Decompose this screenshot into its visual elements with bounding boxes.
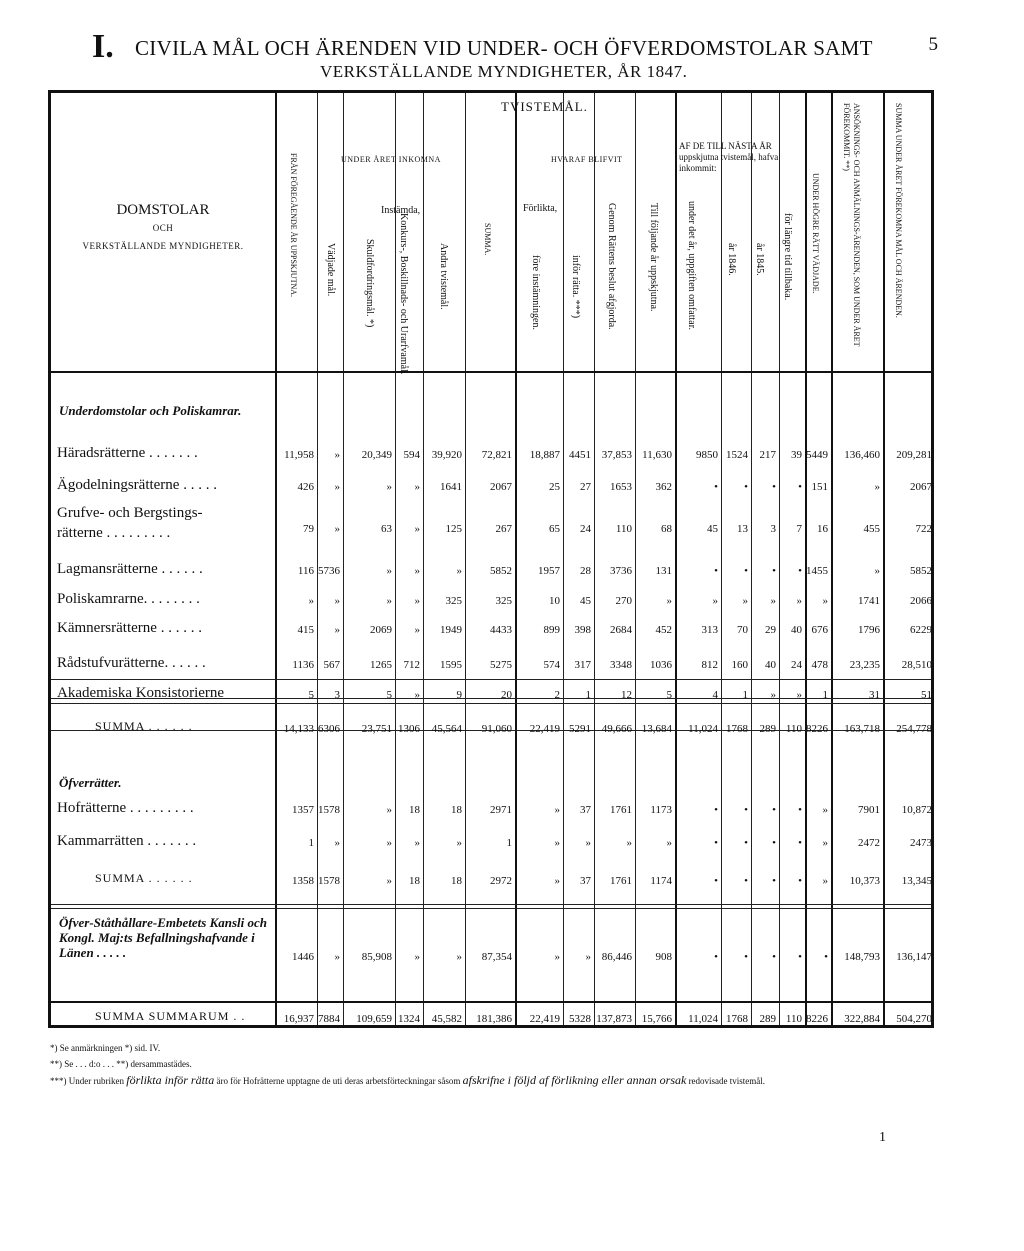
- page-subtitle: VERKSTÄLLANDE MYNDIGHETER, ÅR 1847.: [320, 62, 688, 81]
- row-label: SUMMA SUMMARUM . .: [95, 1009, 246, 1023]
- table-cell: 45,564: [431, 723, 462, 735]
- table-cell: 2066: [910, 595, 932, 607]
- table-cell: 5449: [806, 449, 828, 461]
- table-cell: •: [744, 837, 748, 849]
- table-cell: 1524: [726, 449, 748, 461]
- table-cell: 289: [759, 723, 776, 735]
- row-label: SUMMA . . . . . .: [95, 719, 193, 733]
- table-cell: 13,684: [641, 723, 672, 735]
- table-cell: 87,354: [481, 951, 512, 963]
- table-cell: 1949: [440, 624, 462, 636]
- table-cell: 11,024: [688, 723, 718, 735]
- table-cell: 1578: [318, 875, 340, 887]
- header-ansokning: ANSÖKNINGS- OCH ANMÄLNINGS-ÄRENDEN, SOM UNDER ÅRET FÖREKOMMIT. **): [842, 103, 861, 347]
- table-cell: »: [334, 449, 340, 461]
- table-cell: »: [585, 837, 591, 849]
- table-cell: 1595: [440, 659, 462, 671]
- table-cell: 8226: [806, 723, 828, 735]
- table-cell: »: [822, 595, 828, 607]
- table-cell: 23,751: [361, 723, 392, 735]
- table-cell: 1641: [440, 481, 462, 493]
- table-cell: 1446: [292, 951, 314, 963]
- table-cell: 68: [661, 523, 672, 535]
- table-cell: 6229: [910, 624, 932, 636]
- table-cell: 1: [308, 837, 314, 849]
- table-cell: 567: [323, 659, 340, 671]
- footnote-1: *) Se anmärkningen *) sid. IV.: [50, 1043, 161, 1053]
- table-cell: 136,147: [896, 951, 932, 963]
- header-tvistemal: TVISTEMÅL.: [501, 99, 588, 114]
- table-cell: •: [798, 875, 802, 887]
- page-number: 5: [928, 34, 938, 55]
- table-cell: 812: [701, 659, 718, 671]
- header-domstolar: DOMSTOLAR OCH VERKSTÄLLANDE MYNDIGHETER.: [82, 202, 244, 251]
- row-label: Kammarrätten . . . . . . .: [57, 833, 197, 849]
- table-cell: 45: [580, 595, 591, 607]
- table-cell: 8226: [806, 1013, 828, 1025]
- table-cell: 2473: [910, 837, 932, 849]
- table-cell: 45,582: [431, 1013, 462, 1025]
- row-label: Lagmansrätterne . . . . . .: [57, 561, 203, 577]
- table-cell: »: [874, 565, 880, 577]
- table-cell: 1136: [292, 659, 314, 671]
- table-cell: 2472: [858, 837, 880, 849]
- table-cell: »: [456, 837, 462, 849]
- table-cell: »: [666, 837, 672, 849]
- table-cell: 7901: [858, 804, 880, 816]
- table-cell: 1: [585, 689, 591, 701]
- table-cell: 455: [863, 523, 880, 535]
- table-cell: 151: [811, 481, 828, 493]
- table-cell: 45: [707, 523, 718, 535]
- header-summa: SUMMA.: [483, 223, 492, 256]
- table-cell: 5: [386, 689, 392, 701]
- table-cell: »: [456, 951, 462, 963]
- table-cell: 2971: [490, 804, 512, 816]
- table-cell: 14,133: [283, 723, 314, 735]
- table-cell: •: [744, 951, 748, 963]
- table-cell: 478: [811, 659, 828, 671]
- table-cell: 1: [506, 837, 512, 849]
- header-langre: för längre tid tillbaka.: [782, 213, 793, 301]
- table-cell: »: [585, 951, 591, 963]
- table-cell: »: [308, 595, 314, 607]
- table-cell: 31: [869, 689, 880, 701]
- table-cell: »: [414, 951, 420, 963]
- table-cell: 18: [409, 875, 420, 887]
- header-andra: Andra tvistemål.: [438, 243, 449, 310]
- table-cell: 39: [791, 449, 802, 461]
- table-cell: 181,386: [476, 1013, 512, 1025]
- table-cell: 160: [731, 659, 748, 671]
- row-label: Akademiska Konsistorierne: [57, 685, 225, 701]
- table-cell: »: [334, 523, 340, 535]
- table-cell: 1761: [610, 804, 632, 816]
- table-cell: »: [666, 595, 672, 607]
- row-label-continued: rätterne . . . . . . . . .: [57, 525, 171, 541]
- table-cell: 136,460: [844, 449, 880, 461]
- table-cell: •: [798, 951, 802, 963]
- table-cell: 28: [580, 565, 591, 577]
- table-cell: 899: [543, 624, 560, 636]
- statistics-table: [48, 90, 934, 1028]
- header-instamda: Instämda,: [381, 205, 421, 216]
- header-under-aret: UNDER ÅRET INKOMNA: [341, 155, 441, 164]
- table-cell: »: [712, 595, 718, 607]
- table-cell: 4433: [490, 624, 512, 636]
- header-ar1846: år 1846.: [726, 243, 737, 276]
- table-cell: 20,349: [361, 449, 392, 461]
- table-cell: •: [772, 481, 776, 493]
- table-cell: •: [772, 837, 776, 849]
- table-cell: 110: [615, 523, 632, 535]
- table-cell: 116: [297, 565, 314, 577]
- header-konkurs: Konkurs-, Boskillnads- och Urarfvamål.: [398, 213, 409, 375]
- table-cell: 22,419: [529, 723, 560, 735]
- table-cell: 1324: [398, 1013, 420, 1025]
- header-skuld: Skuldfordringsmål. *): [364, 239, 375, 328]
- table-cell: 16,937: [283, 1013, 314, 1025]
- table-cell: 209,281: [896, 449, 932, 461]
- header-af-de: AF DE TILL NÄSTA ÅR uppskjutna tvistemål, hafva inkommit:: [679, 141, 779, 173]
- header-hvaraf: HVARAF BLIFVIT: [551, 155, 623, 164]
- table-cell: 5852: [910, 565, 932, 577]
- table-cell: 63: [381, 523, 392, 535]
- table-cell: 322,884: [844, 1013, 880, 1025]
- table-cell: 18: [451, 804, 462, 816]
- table-cell: 37: [580, 875, 591, 887]
- table-cell: 5: [666, 689, 672, 701]
- table-cell: 109,659: [356, 1013, 392, 1025]
- table-cell: 317: [574, 659, 591, 671]
- table-cell: »: [414, 565, 420, 577]
- table-cell: »: [796, 595, 802, 607]
- table-cell: 325: [445, 595, 462, 607]
- table-cell: •: [714, 804, 718, 816]
- table-cell: 2972: [490, 875, 512, 887]
- table-cell: 23,235: [849, 659, 880, 671]
- table-cell: »: [554, 804, 560, 816]
- table-cell: 1174: [650, 875, 672, 887]
- header-genom: Genom Rättens beslut afgjorda.: [606, 203, 617, 330]
- table-cell: »: [414, 595, 420, 607]
- table-cell: 217: [759, 449, 776, 461]
- table-cell: 270: [615, 595, 632, 607]
- table-cell: •: [798, 481, 802, 493]
- table-cell: 86,446: [601, 951, 632, 963]
- table-cell: •: [824, 951, 828, 963]
- table-cell: »: [554, 951, 560, 963]
- table-cell: 39,920: [431, 449, 462, 461]
- table-cell: 18: [451, 875, 462, 887]
- table-cell: »: [414, 689, 420, 701]
- table-cell: 10: [549, 595, 560, 607]
- part-number: I.: [92, 28, 114, 65]
- table-cell: 2: [554, 689, 560, 701]
- row-label: Ägodelningsrätterne . . . . .: [57, 477, 217, 493]
- table-cell: 1768: [726, 1013, 748, 1025]
- footer-page-number: 1: [879, 1130, 886, 1145]
- table-cell: •: [744, 804, 748, 816]
- table-cell: •: [772, 951, 776, 963]
- header-summa-mal: SUMMA UNDER ÅRET FÖREKOMNA MÅL OCH ÄRENDEN.: [894, 103, 903, 318]
- header-till-foljande: Till följande år uppskjutna.: [648, 203, 659, 312]
- table-cell: 16: [817, 523, 828, 535]
- table-cell: 1265: [370, 659, 392, 671]
- table-cell: •: [714, 875, 718, 887]
- table-cell: •: [714, 481, 718, 493]
- table-cell: 10,872: [901, 804, 932, 816]
- footnote-3: ***) Under rubriken förlikta inför rätta äro för Hofrätterne upptagne de uti deras arbetsförteckningar såsom afskrifne i följd af förlikning eller annan orsak redovisade tvistemål.: [50, 1073, 766, 1087]
- header-infor-ratta: inför rätta. ***): [570, 255, 581, 319]
- table-cell: »: [386, 595, 392, 607]
- table-cell: 1653: [610, 481, 632, 493]
- table-cell: 5736: [318, 565, 340, 577]
- table-cell: 908: [655, 951, 672, 963]
- table-cell: 27: [580, 481, 591, 493]
- table-cell: 313: [701, 624, 718, 636]
- table-cell: 2067: [490, 481, 512, 493]
- table-cell: •: [798, 565, 802, 577]
- table-cell: 1741: [858, 595, 880, 607]
- table-cell: 9: [456, 689, 462, 701]
- table-cell: 110: [785, 723, 802, 735]
- table-cell: 452: [655, 624, 672, 636]
- table-cell: 362: [655, 481, 672, 493]
- table-cell: 7: [796, 523, 802, 535]
- table-cell: 5: [308, 689, 314, 701]
- table-cell: 3: [770, 523, 776, 535]
- table-cell: 10,373: [849, 875, 880, 887]
- table-cell: »: [742, 595, 748, 607]
- title-block: [0, 28, 1024, 88]
- table-cell: 594: [403, 449, 420, 461]
- table-cell: 49,666: [601, 723, 632, 735]
- table-cell: 3: [334, 689, 340, 701]
- table-cell: 110: [785, 1013, 802, 1025]
- row-label: Kämnersrätterne . . . . . .: [57, 620, 202, 636]
- table-cell: »: [822, 875, 828, 887]
- table-cell: 24: [580, 523, 591, 535]
- table-cell: 13: [737, 523, 748, 535]
- table-cell: »: [414, 624, 420, 636]
- table-cell: 18,887: [529, 449, 560, 461]
- table-cell: »: [334, 624, 340, 636]
- table-cell: »: [334, 595, 340, 607]
- table-cell: »: [554, 837, 560, 849]
- table-cell: 2069: [370, 624, 392, 636]
- table-cell: »: [456, 565, 462, 577]
- footnotes: [50, 1040, 930, 1089]
- table-cell: 7884: [318, 1013, 340, 1025]
- table-cell: »: [796, 689, 802, 701]
- table-cell: 2067: [910, 481, 932, 493]
- section-underdomstolar: Underdomstolar och Poliskamrar.: [59, 403, 242, 418]
- table-cell: 1761: [610, 875, 632, 887]
- table-cell: »: [386, 875, 392, 887]
- table-cell: 20: [501, 689, 512, 701]
- table-cell: 5275: [490, 659, 512, 671]
- table-cell: 148,793: [844, 951, 880, 963]
- table-cell: 65: [549, 523, 560, 535]
- header-ar1845: år 1845.: [754, 243, 765, 276]
- table-cell: »: [386, 837, 392, 849]
- table-cell: 1578: [318, 804, 340, 816]
- table-cell: 504,270: [896, 1013, 932, 1025]
- table-cell: •: [798, 837, 802, 849]
- table-cell: »: [770, 689, 776, 701]
- table-cell: 22,419: [529, 1013, 560, 1025]
- table-cell: »: [874, 481, 880, 493]
- table-cell: 398: [574, 624, 591, 636]
- table-cell: 1036: [650, 659, 672, 671]
- table-cell: »: [770, 595, 776, 607]
- table-cell: 79: [303, 523, 314, 535]
- table-cell: •: [744, 481, 748, 493]
- table-cell: 325: [495, 595, 512, 607]
- table-cell: 3736: [610, 565, 632, 577]
- table-cell: 2684: [610, 624, 632, 636]
- page-title: CIVILA MÅL OCH ÄRENDEN VID UNDER- OCH ÖFVERDOMSTOLAR SAMT: [135, 36, 873, 60]
- section-ofverratter: Öfverrätter.: [59, 775, 122, 790]
- table-cell: 11,024: [688, 1013, 718, 1025]
- table-cell: »: [386, 804, 392, 816]
- table-cell: 137,873: [596, 1013, 632, 1025]
- table-cell: 13,345: [901, 875, 932, 887]
- table-cell: 1173: [650, 804, 672, 816]
- table-cell: »: [386, 565, 392, 577]
- footnote-2: **) Se . . . d:o . . . **) dersammastädes.: [50, 1059, 192, 1069]
- table-cell: •: [772, 565, 776, 577]
- table-cell: 37,853: [601, 449, 632, 461]
- table-cell: 712: [403, 659, 420, 671]
- row-label: Rådstufvurätterne. . . . . .: [57, 655, 206, 671]
- table-cell: »: [554, 875, 560, 887]
- table-cell: 415: [297, 624, 314, 636]
- table-cell: 574: [543, 659, 560, 671]
- table-cell: 25: [549, 481, 560, 493]
- table-cell: »: [414, 523, 420, 535]
- table-cell: 163,718: [844, 723, 880, 735]
- table-cell: 267: [495, 523, 512, 535]
- table-cell: 85,908: [361, 951, 392, 963]
- row-label: Hofrätterne . . . . . . . . .: [57, 800, 194, 816]
- table-cell: 28,510: [901, 659, 932, 671]
- table-cell: »: [414, 837, 420, 849]
- table-cell: 1306: [398, 723, 420, 735]
- table-cell: 6306: [318, 723, 340, 735]
- table-cell: 1357: [292, 804, 314, 816]
- table-cell: 11,630: [642, 449, 672, 461]
- table-cell: •: [798, 804, 802, 816]
- table-cell: 1358: [292, 875, 314, 887]
- table-cell: 12: [621, 689, 632, 701]
- table-cell: »: [334, 951, 340, 963]
- header-vadjade: Vädjade mål.: [325, 243, 336, 297]
- table-cell: 289: [759, 1013, 776, 1025]
- table-cell: 37: [580, 804, 591, 816]
- row-label: Grufve- och Bergstings-: [57, 505, 203, 521]
- table-cell: 40: [791, 624, 802, 636]
- table-cell: 11,958: [284, 449, 314, 461]
- table-cell: 5328: [569, 1013, 591, 1025]
- table-cell: 3348: [610, 659, 632, 671]
- table-cell: »: [626, 837, 632, 849]
- table-cell: •: [714, 951, 718, 963]
- table-cell: 1: [822, 689, 828, 701]
- table-cell: 1: [742, 689, 748, 701]
- table-cell: 722: [915, 523, 932, 535]
- table-cell: 24: [791, 659, 802, 671]
- table-cell: 426: [297, 481, 314, 493]
- table-cell: •: [744, 875, 748, 887]
- table-cell: 1796: [858, 624, 880, 636]
- row-label: Häradsrätterne . . . . . . .: [57, 445, 198, 461]
- table-cell: •: [714, 837, 718, 849]
- header-fore-inst: före instämningen.: [530, 255, 541, 330]
- header-under-det: under det år, uppgiften omfattar.: [686, 201, 697, 330]
- table-cell: »: [334, 481, 340, 493]
- table-cell: •: [772, 875, 776, 887]
- table-cell: 254,778: [896, 723, 932, 735]
- table-cell: •: [744, 565, 748, 577]
- table-cell: 4451: [569, 449, 591, 461]
- table-cell: 29: [765, 624, 776, 636]
- row-label: Poliskamrarne. . . . . . . .: [57, 591, 200, 607]
- table-cell: 91,060: [481, 723, 512, 735]
- table-cell: 676: [811, 624, 828, 636]
- row-label: SUMMA . . . . . .: [95, 871, 193, 885]
- header-from-prev: FRÅN FÖREGÅENDE ÅR UPPSKJUTNA.: [289, 153, 298, 298]
- table-cell: 72,821: [481, 449, 512, 461]
- table-cell: 5852: [490, 565, 512, 577]
- table-cell: 1957: [538, 565, 560, 577]
- table-cell: »: [822, 804, 828, 816]
- table-cell: 125: [445, 523, 462, 535]
- table-cell: 40: [765, 659, 776, 671]
- table-cell: 4: [712, 689, 718, 701]
- table-cell: 18: [409, 804, 420, 816]
- table-cell: »: [414, 481, 420, 493]
- table-cell: »: [334, 837, 340, 849]
- table-cell: »: [386, 481, 392, 493]
- table-cell: 70: [737, 624, 748, 636]
- table-cell: 1768: [726, 723, 748, 735]
- table-cell: »: [822, 837, 828, 849]
- table-cell: 51: [921, 689, 932, 701]
- table-cell: •: [772, 804, 776, 816]
- table-cell: 131: [655, 565, 672, 577]
- table-cell: 1455: [806, 565, 828, 577]
- section-stathallare: Öfver-Ståthållare-Embetets Kansli och Kongl. Maj:ts Befallningshafvande i Länen . . . . .: [59, 915, 267, 960]
- table-cell: 5291: [569, 723, 591, 735]
- table-cell: •: [714, 565, 718, 577]
- header-hogre: UNDER HÖGRE RÄTT VÄDJADE.: [811, 173, 820, 294]
- table-cell: 15,766: [641, 1013, 672, 1025]
- header-forlikta: Förlikta,: [523, 203, 558, 214]
- table-cell: 9850: [696, 449, 718, 461]
